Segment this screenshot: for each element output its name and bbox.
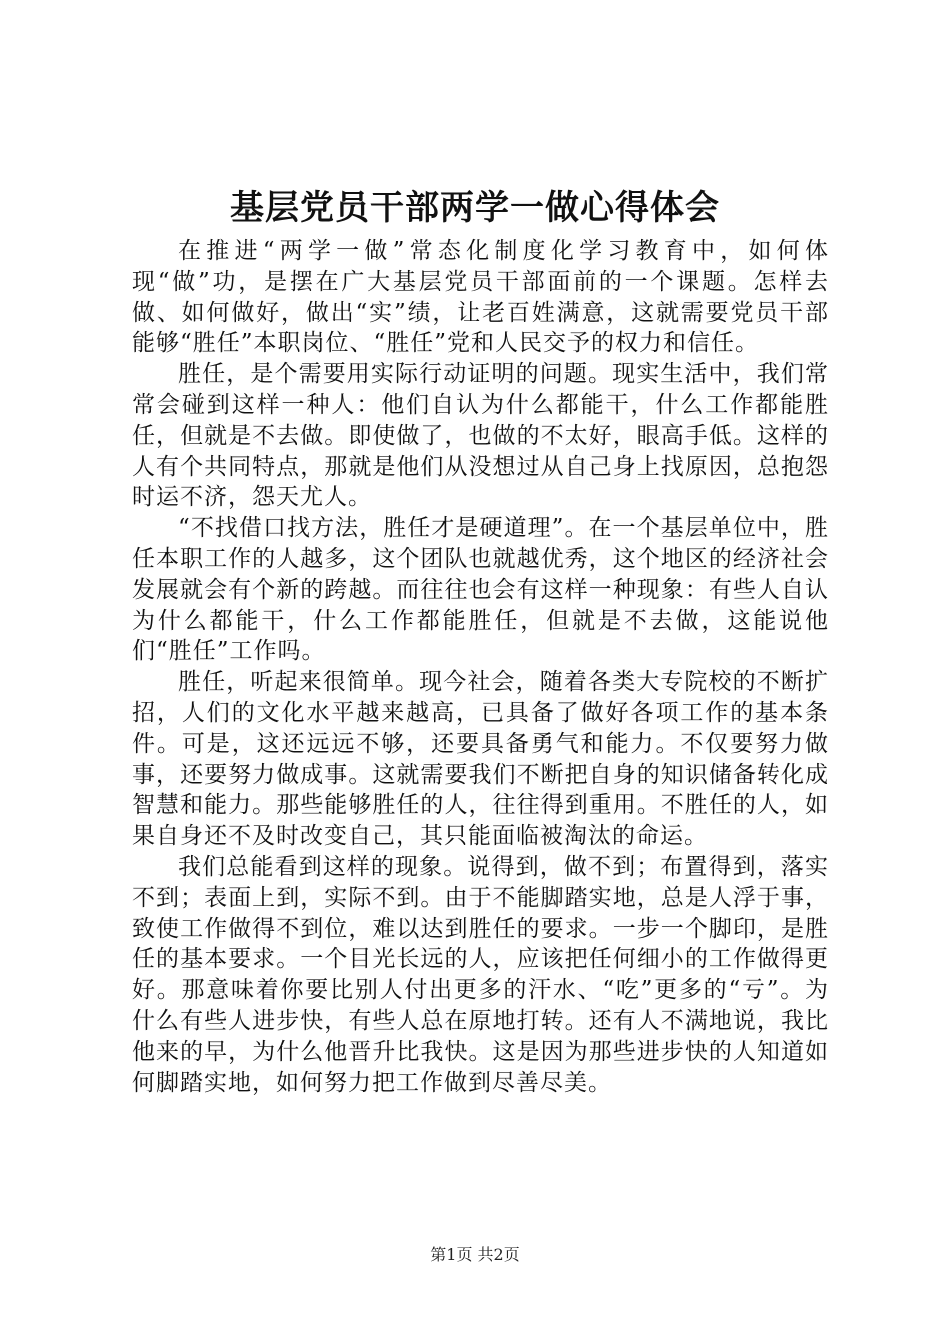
paragraph-4: 胜任，听起来很简单。现今社会，随着各类大专院校的不断扩招，人们的文化水平越来越高，已具备了做好各项工作的基本条件。可是，这还远远不够，还要具备勇气和能力。不仅要努力做事，还要努力做成事。这就需要我们不断把自身的知识储备转化成智慧和能力。那些能够胜任的人，往往得到重用。不胜任的人，如果自身还不及时改变自己，其只能面临被淘汰的命运。 [132,669,829,850]
page-number-footer: 第1页 共2页 [430,1245,520,1264]
paragraph-3: “不找借口找方法，胜任才是硬道理”。在一个基层单位中，胜任本职工作的人越多，这个团队也就越优秀，这个地区的经济社会发展就会有个新的跨越。而往往也会有这样一种现象：有些人自认为什么都能干，什么工作都能胜任，但就是不去做，这能说他们“胜任”工作吗。 [132,515,829,665]
paragraph-2: 胜任，是个需要用实际行动证明的问题。现实生活中，我们常常会碰到这样一种人：他们自认为什么都能干，什么工作都能胜任，但就是不去做。即使做了，也做的不太好，眼高手低。这样的人有个共同特点，那就是他们从没想过从自己身上找原因，总抱怨时运不济，怨天尤人。 [132,361,829,511]
document-body [132,236,829,1098]
paragraph-5: 我们总能看到这样的现象。说得到，做不到；布置得到，落实不到；表面上到，实际不到。由于不能脚踏实地，总是人浮于事，致使工作做得不到位，难以达到胜任的要求。一步一个脚印，是胜任的基本要求。一个目光长远的人，应该把任何细小的工作做得更好。那意味着你要比别人付出更多的汗水、“吃”更多的“亏”。为什么有些人进步快，有些人总在原地打转。还有人不满地说，我比他来的早，为什么他晋升比我快。这是因为那些进步快的人知道如何脚踏实地，如何努力把工作做到尽善尽美。 [132,853,829,1096]
document-title: 基层党员干部两学一做心得体会 [230,188,720,228]
paragraph-1: 在推进“两学一做”常态化制度化学习教育中，如何体现“做”功，是摆在广大基层党员干部面前的一个课题。怎样去做、如何做好，做出“实”绩，让老百姓满意，这就需要党员干部能够“胜任”本职岗位、“胜任”党和人民交予的权力和信任。 [132,238,829,357]
